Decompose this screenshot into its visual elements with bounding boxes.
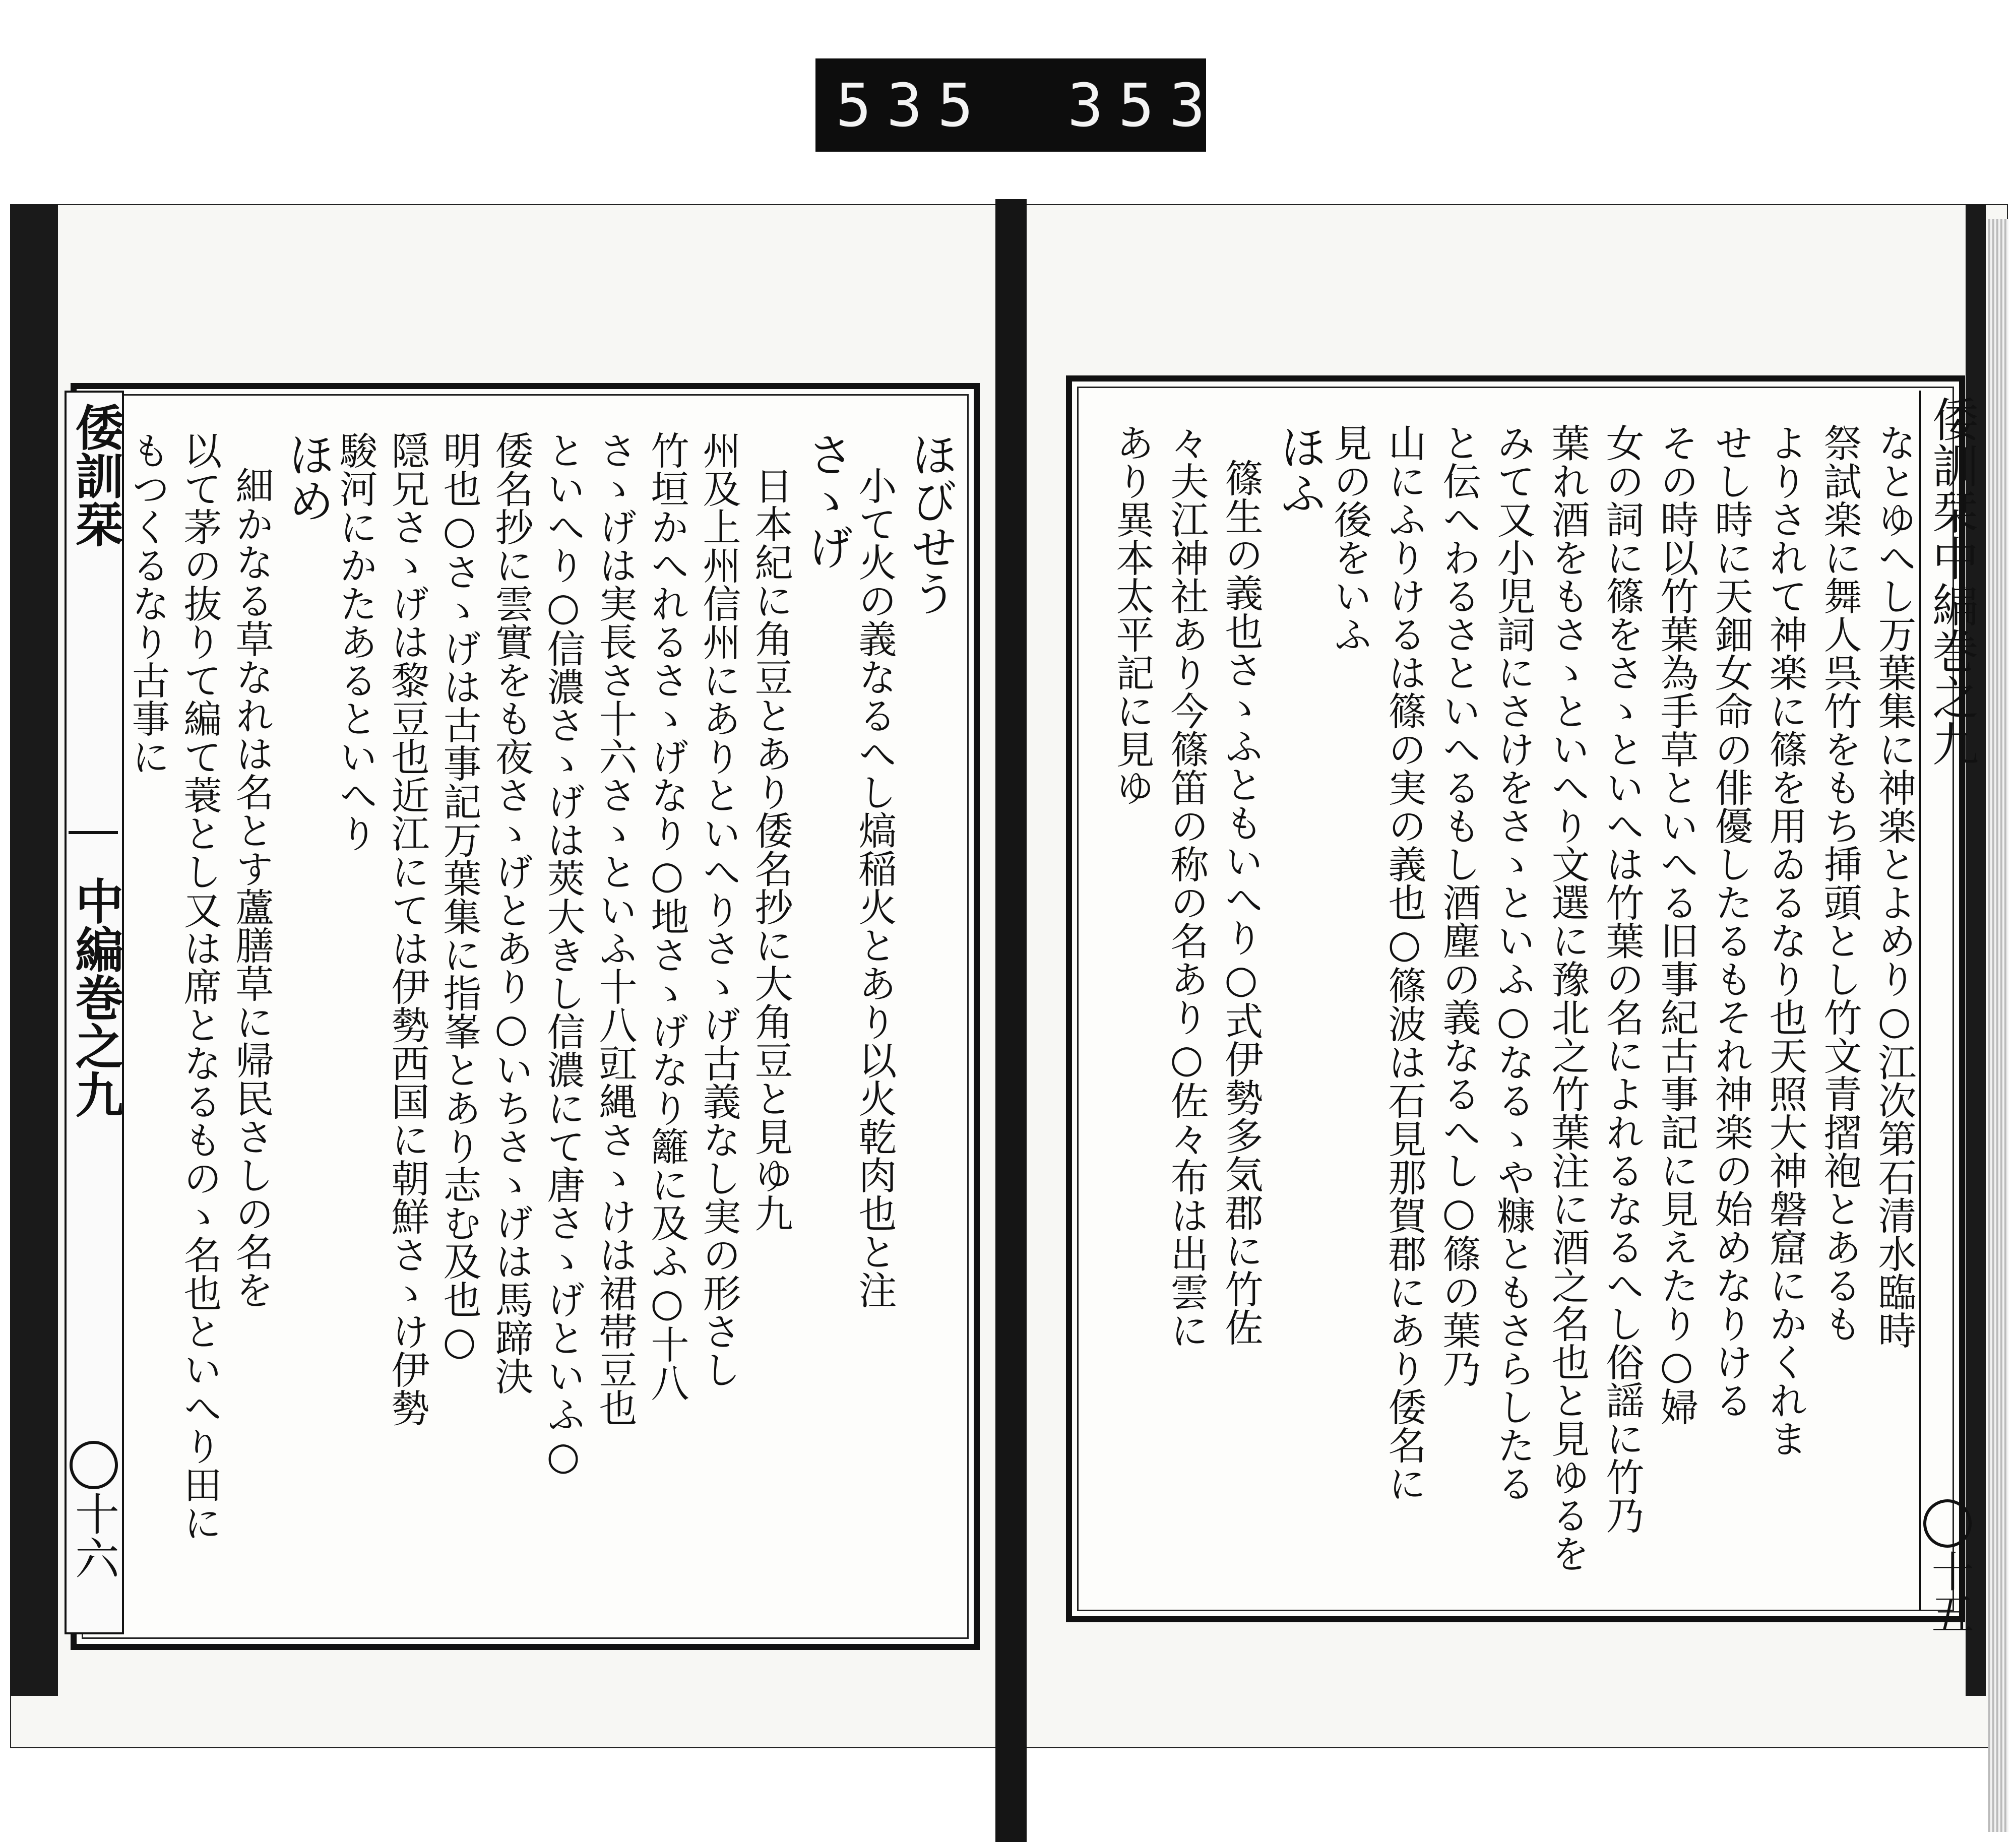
text-column: 明也○さゝげは古事記万葉集に指峯とあり志む及也○	[437, 431, 482, 1363]
folio-circle-mark	[70, 1441, 118, 1489]
page-stack	[1988, 219, 2008, 1832]
entry-heading: ほふ	[1273, 423, 1327, 516]
frame-number-label	[815, 58, 1221, 152]
entry-heading: ほめ	[281, 431, 335, 524]
text-column: 葉れ酒をもさゝといへり文選に豫北之竹葉注に酒之名也と見ゆるを	[1545, 423, 1590, 1572]
right-folio-circle-mark	[1923, 1499, 1972, 1548]
right-folio-number: 十五	[1925, 1550, 1974, 1634]
open-book	[10, 199, 2008, 1842]
right-frame-number: 353	[1067, 70, 1221, 140]
text-column: 祭試楽に舞人呉竹をもち挿頭とし竹文青摺袍とあるも	[1817, 423, 1862, 1343]
entry-heading: ほびせう	[904, 431, 958, 616]
book-title: 倭訓栞	[68, 403, 124, 548]
text-column: よりされて神楽に篠を用ゐるなり也天照大神磐窟にかくれま	[1763, 423, 1808, 1457]
text-column: 小て火の義なるへし熇稲火とあり以火乾肉也と注	[852, 466, 897, 1309]
text-column: 駿河にかたあるといへり	[333, 431, 378, 852]
text-column: せし時に天鈿女命の俳優したるもそれ神楽の始めなりける	[1709, 423, 1753, 1419]
text-column: もつくるなり古事に	[125, 431, 170, 776]
right-book-title: 倭訓栞中編巻之九	[1925, 396, 1979, 767]
text-column: なとゆへし万葉集に神楽とよめり○江次第石清水臨時	[1872, 423, 1917, 1349]
text-column: 隠兄さゝげは黎豆也近江にては伊勢西国に朝鮮さゝけ伊勢	[385, 431, 430, 1427]
text-column: 女の詞に篠をさゝといへは竹葉の名によれるなるへし俗謡に竹乃	[1600, 423, 1645, 1534]
text-column: 々夫江神社あり今篠笛の称の名あり○佐々布は出雲に	[1164, 423, 1209, 1349]
text-column: 日本紀に角豆とあり倭名抄に大角豆と見ゆ九	[748, 466, 793, 1232]
entry-heading: さゝげ	[800, 431, 854, 570]
text-column: 州及上州信州にありといへりさゝげ古義なし実の形さし	[697, 431, 741, 1388]
volume-title: 中編巻之九	[68, 876, 124, 1118]
text-column: 山にふりけるは篠の実の義也○篠波は石見那賀郡にあり倭名に	[1382, 423, 1427, 1502]
text-column: あり異本太平記に見ゆ	[1110, 423, 1155, 806]
folio-number: 十六	[68, 1491, 120, 1580]
book-spine	[995, 199, 1027, 1842]
text-column: 竹垣かへれるさゝげなり○地さゝげなり籬に及ふ○十八	[645, 431, 689, 1402]
text-column: 以て茅の抜りて編て蓑とし又は席となるものゝ名也といへり田に	[177, 431, 222, 1542]
text-column: みて又小児詞にさけをさゝといふ○なるゝや糠ともさらしたる	[1491, 423, 1536, 1502]
text-column: 倭名抄に雲實をも夜さゝげとあり○いちさゝげは馬蹄決	[489, 431, 534, 1395]
text-column: 見の後をいふ	[1328, 423, 1372, 653]
text-column: 細かなる草なれは名とす蘆膳草に帰民さしの名を	[229, 466, 274, 1309]
text-column: さゝげは実長さ十六さゝといふ十八豇縄さゝけは裙帯豆也	[593, 431, 638, 1427]
left-page-edge	[10, 204, 58, 1696]
title-divider	[69, 831, 118, 854]
text-column: その時以竹葉為手草といへる旧事紀古事記に見えたり○婦	[1654, 423, 1699, 1426]
text-column: と伝へわるさといへるもし酒塵の義なるへし○篠の葉乃	[1436, 423, 1481, 1387]
text-column: といへり○信濃さゝげは莢大きし信濃にて唐さゝげといふ○	[541, 431, 586, 1478]
left-frame-number: 535	[836, 70, 989, 140]
left-margin-strip	[65, 391, 124, 1634]
right-margin-strip	[1919, 391, 1979, 1634]
text-column: 篠生の義也さゝふともいへり○式伊勢多気郡に竹佐	[1219, 459, 1264, 1346]
